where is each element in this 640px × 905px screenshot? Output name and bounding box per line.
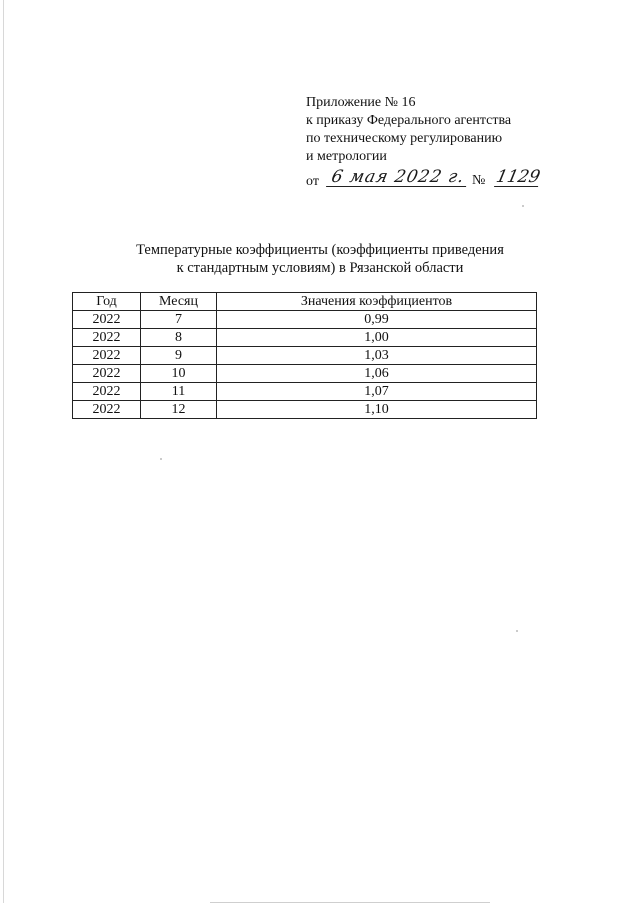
scan-speck (522, 205, 524, 207)
table-row (73, 365, 537, 383)
title-line-1: Температурные коэффициенты (коэффициенты приведения (136, 242, 504, 258)
table-row (73, 347, 537, 365)
cell-month: 7 (141, 311, 217, 329)
scan-speck (516, 630, 518, 632)
cell-month: 11 (141, 383, 217, 401)
cell-coefficient: 1,00 (217, 329, 537, 347)
appendix-line: по техническому регулированию (306, 131, 503, 146)
cell-coefficient: 1,10 (217, 401, 537, 419)
handwritten-number: 1129 (494, 167, 542, 187)
table-row (73, 329, 537, 347)
cell-month: 9 (141, 347, 217, 365)
header-month: Месяц (141, 293, 217, 311)
from-label: от (306, 174, 319, 189)
cell-month: 12 (141, 401, 217, 419)
cell-month: 8 (141, 329, 217, 347)
scan-speck (160, 458, 162, 460)
cell-year: 2022 (73, 365, 141, 383)
cell-month: 10 (141, 365, 217, 383)
number-label: № (472, 173, 486, 188)
cell-year: 2022 (73, 329, 141, 347)
cell-year: 2022 (73, 347, 141, 365)
table-row (73, 401, 537, 419)
cell-coefficient: 1,03 (217, 347, 537, 365)
coefficients-table (72, 292, 537, 419)
table-header-row (73, 293, 537, 311)
title-line-2: к стандартным условиям) в Рязанской области (176, 260, 464, 276)
cell-year: 2022 (73, 401, 141, 419)
document-title (60, 241, 580, 277)
appendix-header (306, 94, 626, 192)
cell-coefficient: 1,06 (217, 365, 537, 383)
header-coefficient: Значения коэффициентов (217, 293, 537, 311)
cell-year: 2022 (73, 311, 141, 329)
header-year: Год (73, 293, 141, 311)
appendix-line: к приказу Федерального агентства (306, 113, 512, 128)
table-row (73, 383, 537, 401)
appendix-line: и метрологии (306, 149, 387, 164)
scan-edge-line (210, 902, 490, 903)
table-row (73, 311, 537, 329)
cell-coefficient: 0,99 (217, 311, 537, 329)
cell-coefficient: 1,07 (217, 383, 537, 401)
appendix-line: Приложение № 16 (306, 95, 416, 110)
handwritten-date: 6 мая 2022 г. (326, 168, 470, 187)
order-date-line (306, 168, 626, 192)
cell-year: 2022 (73, 383, 141, 401)
